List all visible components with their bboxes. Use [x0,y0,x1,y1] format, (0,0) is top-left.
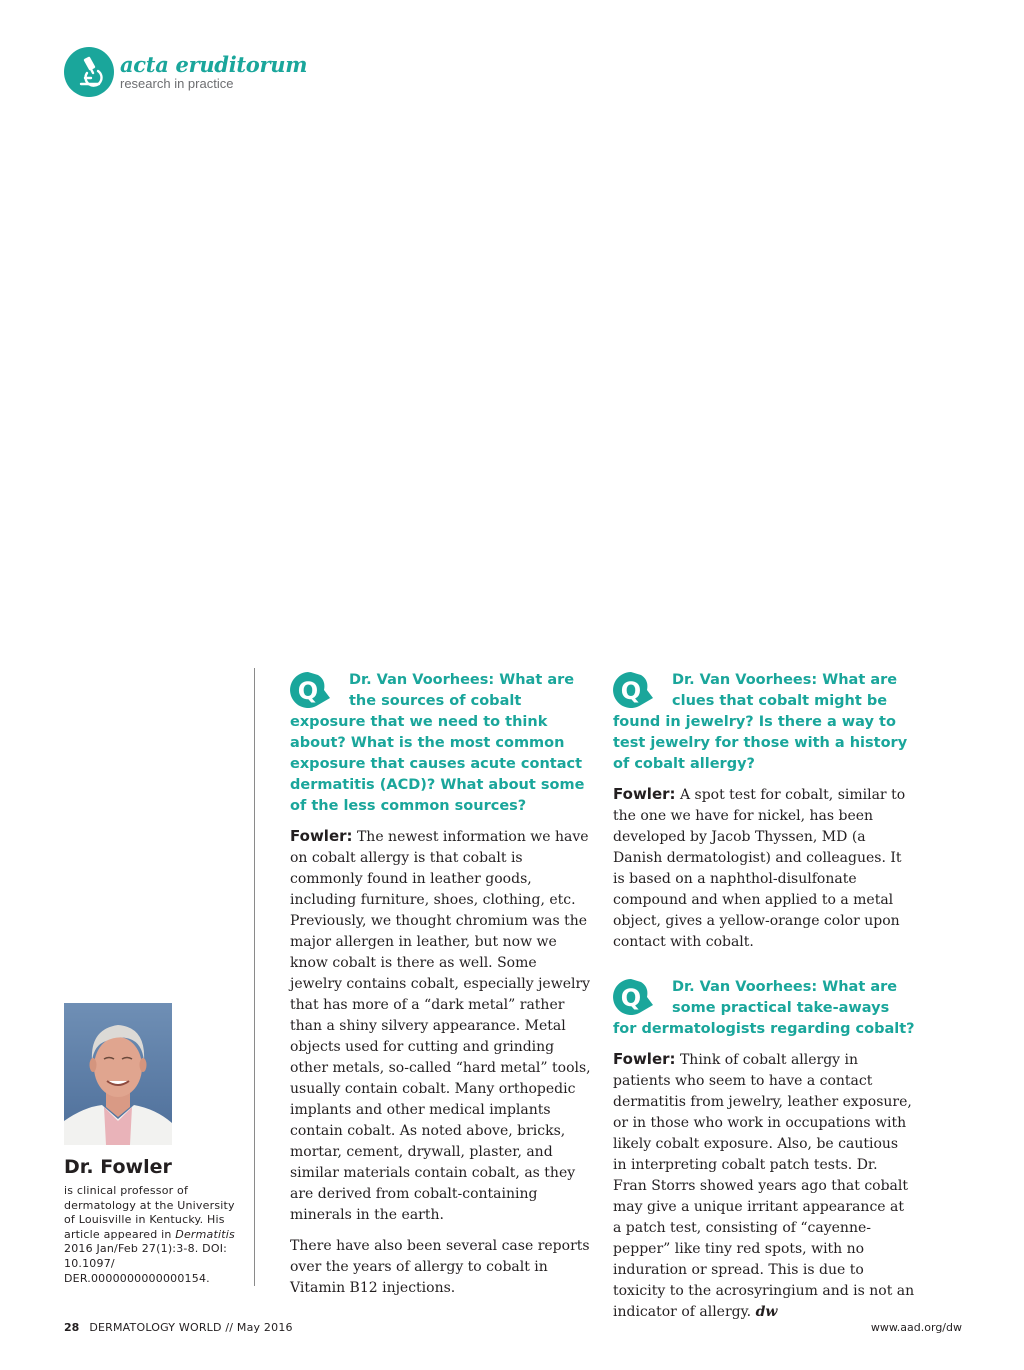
footer-url[interactable]: www.aad.org/dw [870,1321,962,1334]
question-badge-icon [613,670,669,710]
answer-paragraph [613,1049,915,1323]
bio-citation: 2016 Jan/Feb 27(1):3-8. DOI: 10.1097/ DER.0000000000000154. [64,1242,228,1285]
speaker-label: Fowler: [613,785,676,803]
masthead-logo [64,47,307,97]
article-column-2 [613,670,915,1333]
section-title: acta eruditorum [120,52,308,77]
question-badge-icon [290,670,346,710]
speaker-label: Fowler: [613,1050,676,1068]
answer-paragraph [290,826,592,1226]
section-subtitle: research in practice [120,76,234,91]
author-photo [64,1003,172,1145]
question-text: Dr. Van Voorhees: What are some practical take-aways for dermatologists regarding cobalt? [613,979,915,1037]
speaker-label: Fowler: [290,827,353,845]
question-badge-icon [613,977,669,1017]
column-divider [254,668,255,1286]
svg-text:Q: Q [620,677,642,705]
page-number: 28 [64,1321,80,1334]
microscope-icon [64,47,114,97]
magazine-issue: DERMATOLOGY WORLD // May 2016 [89,1321,293,1334]
answer-text: A spot test for cobalt, similar to the one we have for nickel, has been developed by Jacob Thyssen, MD (a Danish dermatologist) and colleagues. It is based on a naphthol-disulfonate compound and when applied to a metal object, gives a yellow-orange color upon contact with cobalt. [613,787,906,950]
question-block [613,670,915,775]
author-bio [64,1184,244,1286]
answer-paragraph [613,784,915,953]
bio-journal-name: Dermatitis [175,1227,235,1241]
article-column-1 [290,670,592,1309]
question-text: Dr. Van Voorhees: What are the sources of cobalt exposure that we need to think about? What is the most common exposure that causes acute contact dermatitis (ACD)? What about some of the less common sources? [290,672,585,814]
page-footer [64,1321,293,1334]
bio-text-part: is clinical professor of dermatology at the University of Louisville in Kentucky. His article appeared in [64,1184,235,1241]
svg-text:Q: Q [620,984,642,1012]
author-name: Dr. Fowler [64,1156,172,1178]
question-block [290,670,592,817]
question-text: Dr. Van Voorhees: What are clues that cobalt might be found in jewelry? Is there a way to test jewelry for those with a history of cobalt allergy? [613,672,908,772]
question-block [613,977,915,1040]
svg-text:Q: Q [297,677,319,705]
answer-paragraph-extra: There have also been several case reports over the years of allergy to cobalt in Vitamin B12 injections. [290,1238,590,1296]
answer-text: Think of cobalt allergy in patients who seem to have a contact dermatitis from jewelry, leather exposure, or in those who work in occupations with likely cobalt exposure. Also, be cautious in interpreting cobalt patch tests. Dr. Fran Storrs showed years ago that cobalt may give a unique irritant appearance at a patch test, consisting of “cayenne-pepper” like tiny red spots, with no induration or spread. This is due to toxicity to the acrosyringium and is not an indicator of allergy. [613,1052,915,1320]
magazine-signature: dw [755,1304,778,1320]
answer-text: The newest information we have on cobalt allergy is that cobalt is commonly found in leather goods, including furniture, shoes, clothing, etc. Previously, we thought chromium was the major allergen in leather, but now we know cobalt is there as well. Some jewelry contains cobalt, especially jewelry that has more of a “dark metal” rather than a shiny silvery appearance. Metal objects used for cutting and grinding other metals, so-called “hard metal” tools, usually contain cobalt. Many orthopedic implants and other medical implants contain cobalt. As noted above, bricks, mortar, cement, drywall, plaster, and similar materials contain cobalt, as they are derived from cobalt-containing minerals in the earth. [290,829,591,1223]
